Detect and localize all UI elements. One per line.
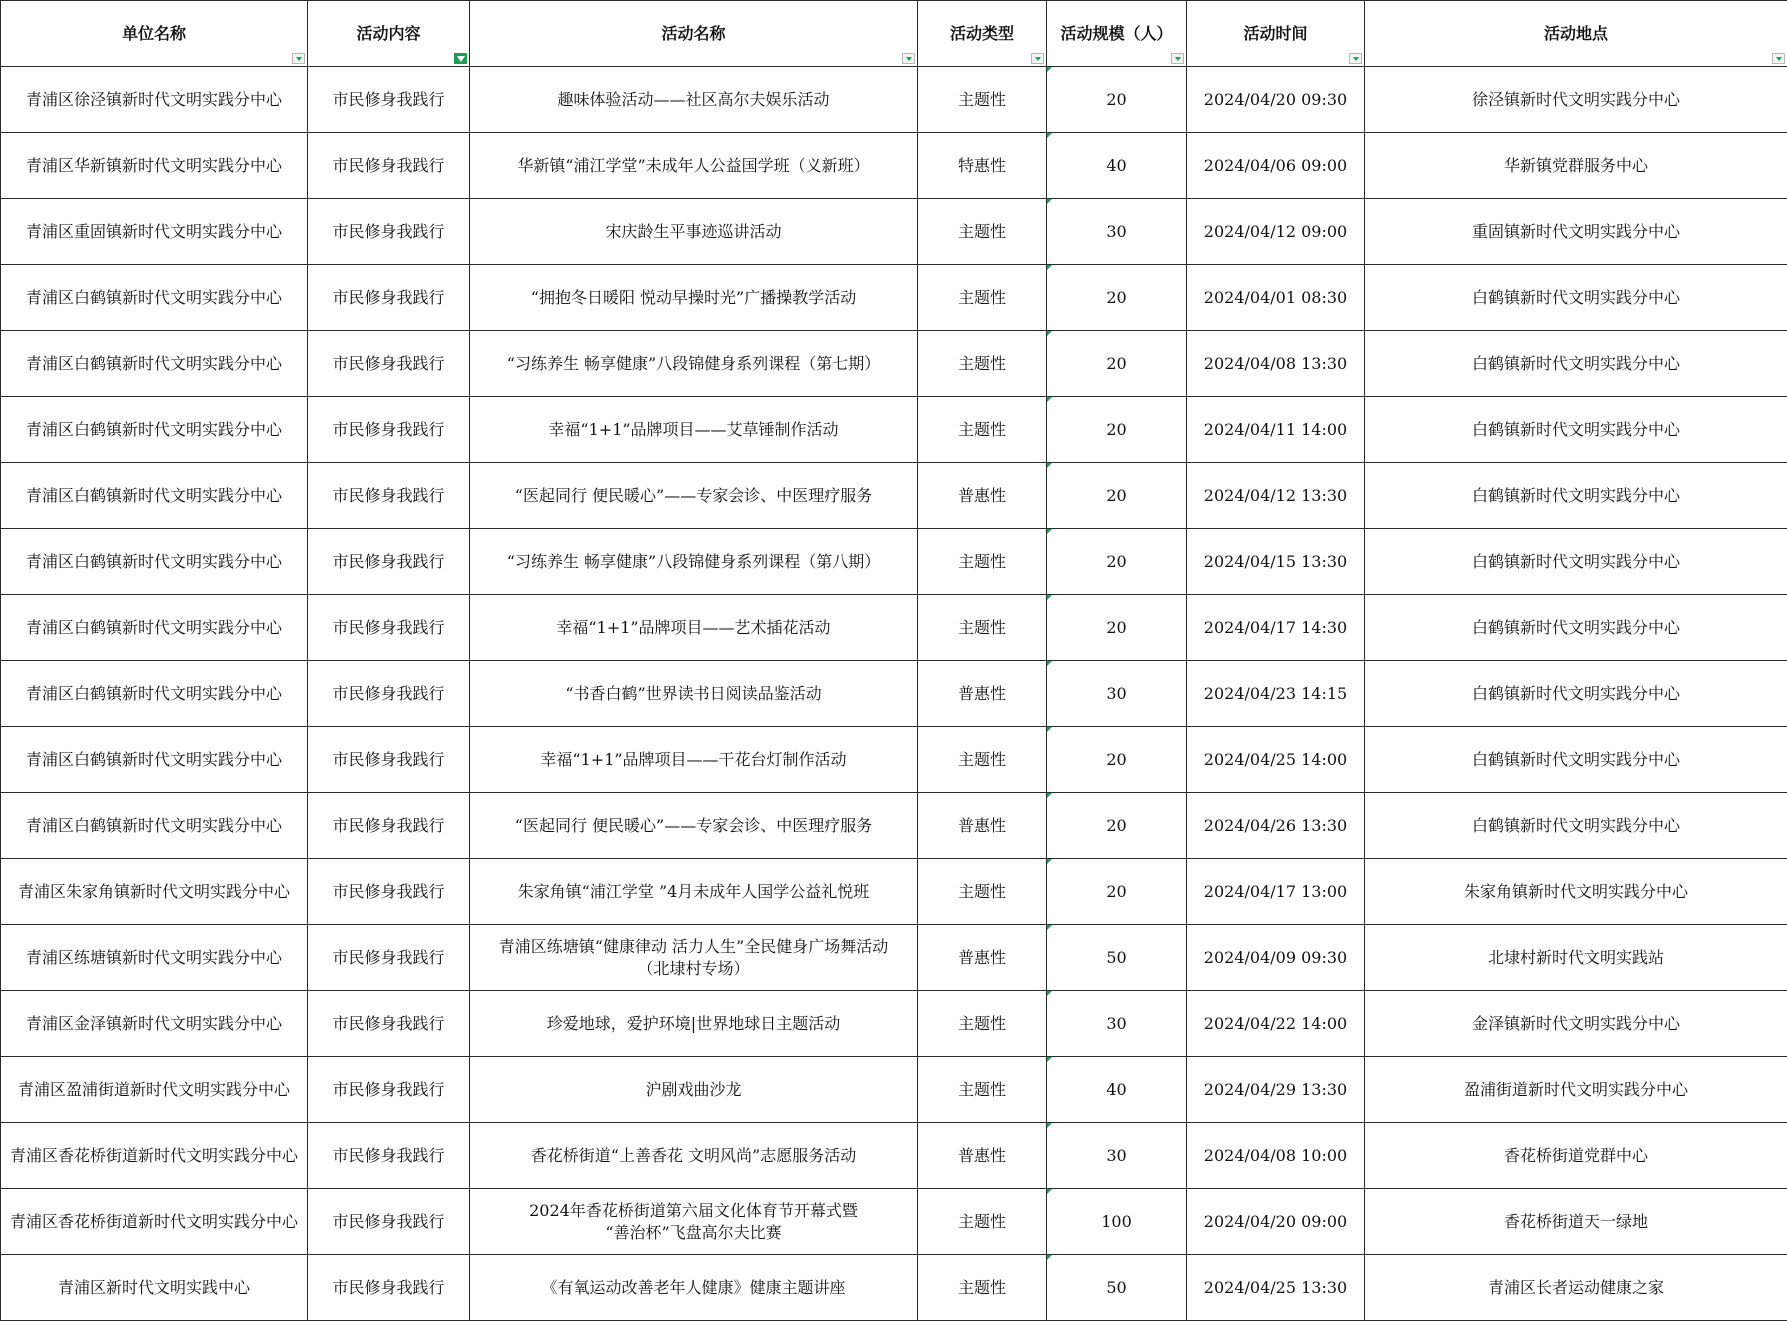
cell-unit-name[interactable]: 青浦区白鹤镇新时代文明实践分中心 [1, 331, 308, 397]
cell-activity-content[interactable]: 市民修身我践行 [308, 133, 470, 199]
cell-activity-time[interactable]: 2024/04/20 09:00 [1187, 1189, 1365, 1255]
cell-activity-type[interactable]: 主题性 [918, 727, 1047, 793]
table-row [1, 67, 1787, 133]
chevron-down-icon[interactable] [1772, 53, 1785, 64]
cell-activity-scale[interactable]: 20 [1047, 793, 1187, 859]
cell-activity-content[interactable]: 市民修身我践行 [308, 199, 470, 265]
header-label: 单位名称 [121, 23, 186, 43]
cell-marker-icon [1047, 265, 1052, 270]
cell-unit-name[interactable]: 青浦区朱家角镇新时代文明实践分中心 [1, 859, 308, 925]
cell-unit-name[interactable]: 青浦区盈浦街道新时代文明实践分中心 [1, 1057, 308, 1123]
cell-unit-name[interactable]: 青浦区白鹤镇新时代文明实践分中心 [1, 265, 308, 331]
cell-marker-icon [1047, 397, 1052, 402]
cell-activity-name[interactable]: “医起同行 便民暖心”——专家会诊、中医理疗服务 [470, 463, 918, 529]
cell-activity-time[interactable]: 2024/04/09 09:30 [1187, 925, 1365, 991]
table-row [1, 727, 1787, 793]
header-label: 活动地点 [1543, 23, 1608, 43]
cell-activity-content[interactable]: 市民修身我践行 [308, 925, 470, 991]
cell-marker-icon [1047, 331, 1052, 336]
cell-marker-icon [1047, 1255, 1052, 1260]
table-row [1, 463, 1787, 529]
cell-activity-name[interactable]: 幸福“1+1”品牌项目——艾草锤制作活动 [470, 397, 918, 463]
cell-activity-type[interactable]: 普惠性 [918, 463, 1047, 529]
cell-activity-time[interactable]: 2024/04/23 14:15 [1187, 661, 1365, 727]
cell-activity-content[interactable]: 市民修身我践行 [308, 331, 470, 397]
cell-activity-location[interactable]: 华新镇党群服务中心 [1365, 133, 1787, 199]
cell-activity-type[interactable]: 特惠性 [918, 133, 1047, 199]
cell-activity-scale[interactable]: 50 [1047, 1255, 1187, 1321]
cell-activity-scale[interactable]: 20 [1047, 463, 1187, 529]
cell-activity-scale[interactable]: 20 [1047, 595, 1187, 661]
cell-activity-type[interactable]: 主题性 [918, 595, 1047, 661]
table-row [1, 925, 1787, 991]
table-row [1, 397, 1787, 463]
cell-activity-scale[interactable]: 20 [1047, 529, 1187, 595]
cell-activity-content[interactable]: 市民修身我践行 [308, 1123, 470, 1189]
cell-marker-icon [1047, 1189, 1052, 1194]
cell-activity-content[interactable]: 市民修身我践行 [308, 727, 470, 793]
cell-activity-scale[interactable]: 20 [1047, 859, 1187, 925]
cell-activity-type[interactable]: 主题性 [918, 265, 1047, 331]
cell-activity-location[interactable]: 白鹤镇新时代文明实践分中心 [1365, 529, 1787, 595]
cell-activity-time[interactable]: 2024/04/08 13:30 [1187, 331, 1365, 397]
table-row [1, 1189, 1787, 1255]
header-label: 活动名称 [661, 23, 726, 43]
cell-activity-location[interactable]: 北埭村新时代文明实践站 [1365, 925, 1787, 991]
cell-activity-type[interactable]: 主题性 [918, 397, 1047, 463]
cell-activity-type[interactable]: 普惠性 [918, 793, 1047, 859]
cell-marker-icon [1047, 727, 1052, 732]
cell-unit-name[interactable]: 青浦区徐泾镇新时代文明实践分中心 [1, 67, 308, 133]
cell-marker-icon [1047, 199, 1052, 204]
header-activity-time [1187, 1, 1365, 67]
cell-activity-content[interactable]: 市民修身我践行 [308, 67, 470, 133]
cell-activity-type[interactable]: 主题性 [918, 1057, 1047, 1123]
cell-activity-time[interactable]: 2024/04/08 10:00 [1187, 1123, 1365, 1189]
table-row [1, 793, 1787, 859]
header-label: 活动规模（人） [1060, 23, 1173, 43]
cell-activity-location[interactable]: 白鹤镇新时代文明实践分中心 [1365, 661, 1787, 727]
cell-marker-icon [1047, 1057, 1052, 1062]
cell-unit-name[interactable]: 青浦区练塘镇新时代文明实践分中心 [1, 925, 308, 991]
table-row [1, 991, 1787, 1057]
cell-activity-location[interactable]: 朱家角镇新时代文明实践分中心 [1365, 859, 1787, 925]
cell-activity-type[interactable]: 主题性 [918, 991, 1047, 1057]
cell-unit-name[interactable]: 青浦区白鹤镇新时代文明实践分中心 [1, 793, 308, 859]
cell-activity-time[interactable]: 2024/04/01 08:30 [1187, 265, 1365, 331]
chevron-down-icon[interactable] [292, 53, 305, 64]
cell-activity-name[interactable]: 沪剧戏曲沙龙 [470, 1057, 918, 1123]
cell-activity-location[interactable]: 白鹤镇新时代文明实践分中心 [1365, 397, 1787, 463]
cell-activity-scale[interactable]: 20 [1047, 265, 1187, 331]
cell-marker-icon [1047, 67, 1052, 72]
chevron-down-icon[interactable] [1171, 53, 1184, 64]
cell-activity-time[interactable]: 2024/04/26 13:30 [1187, 793, 1365, 859]
cell-activity-location[interactable]: 白鹤镇新时代文明实践分中心 [1365, 727, 1787, 793]
cell-activity-type[interactable]: 普惠性 [918, 1123, 1047, 1189]
cell-activity-type[interactable]: 主题性 [918, 67, 1047, 133]
cell-activity-name[interactable]: 2024年香花桥街道第六届文化体育节开幕式暨 “善治杯”飞盘高尔夫比赛 [470, 1189, 918, 1255]
cell-activity-content[interactable]: 市民修身我践行 [308, 397, 470, 463]
cell-activity-type[interactable]: 普惠性 [918, 661, 1047, 727]
cell-marker-icon [1047, 529, 1052, 534]
header-activity-type [918, 1, 1047, 67]
header-label: 活动类型 [949, 23, 1014, 43]
cell-activity-content[interactable]: 市民修身我践行 [308, 1189, 470, 1255]
cell-activity-content[interactable]: 市民修身我践行 [308, 859, 470, 925]
cell-activity-location[interactable]: 盈浦街道新时代文明实践分中心 [1365, 1057, 1787, 1123]
table-row [1, 859, 1787, 925]
cell-activity-type[interactable]: 主题性 [918, 331, 1047, 397]
cell-activity-content[interactable]: 市民修身我践行 [308, 661, 470, 727]
table-row [1, 1123, 1787, 1189]
header-activity-name [470, 1, 918, 67]
cell-activity-content[interactable]: 市民修身我践行 [308, 793, 470, 859]
cell-marker-icon [1047, 793, 1052, 798]
header-unit-name [1, 1, 308, 67]
cell-activity-name[interactable]: 幸福“1+1”品牌项目——干花台灯制作活动 [470, 727, 918, 793]
cell-activity-type[interactable]: 主题性 [918, 199, 1047, 265]
cell-activity-location[interactable]: 白鹤镇新时代文明实践分中心 [1365, 793, 1787, 859]
cell-activity-scale[interactable]: 20 [1047, 67, 1187, 133]
cell-activity-time[interactable]: 2024/04/22 14:00 [1187, 991, 1365, 1057]
cell-activity-content[interactable]: 市民修身我践行 [308, 463, 470, 529]
cell-activity-location[interactable]: 重固镇新时代文明实践分中心 [1365, 199, 1787, 265]
cell-activity-time[interactable]: 2024/04/20 09:30 [1187, 67, 1365, 133]
cell-activity-name[interactable]: “医起同行 便民暖心”——专家会诊、中医理疗服务 [470, 793, 918, 859]
cell-marker-icon [1047, 991, 1052, 996]
cell-activity-name[interactable]: 珍爱地球，爱护环境|世界地球日主题活动 [470, 991, 918, 1057]
cell-activity-location[interactable]: 白鹤镇新时代文明实践分中心 [1365, 463, 1787, 529]
cell-unit-name[interactable]: 青浦区白鹤镇新时代文明实践分中心 [1, 727, 308, 793]
table-row [1, 331, 1787, 397]
table-row [1, 1057, 1787, 1123]
table-row [1, 265, 1787, 331]
cell-activity-location[interactable]: 徐泾镇新时代文明实践分中心 [1365, 67, 1787, 133]
cell-unit-name[interactable]: 青浦区白鹤镇新时代文明实践分中心 [1, 529, 308, 595]
table-row [1, 595, 1787, 661]
cell-activity-name[interactable]: 青浦区练塘镇“健康律动 活力人生”全民健身广场舞活动 （北埭村专场） [470, 925, 918, 991]
cell-marker-icon [1047, 595, 1052, 600]
cell-activity-name[interactable]: “拥抱冬日暖阳 悦动早操时光”广播操教学活动 [470, 265, 918, 331]
cell-unit-name[interactable]: 青浦区华新镇新时代文明实践分中心 [1, 133, 308, 199]
cell-activity-time[interactable]: 2024/04/11 14:00 [1187, 397, 1365, 463]
cell-unit-name[interactable]: 青浦区白鹤镇新时代文明实践分中心 [1, 397, 308, 463]
cell-unit-name[interactable]: 青浦区白鹤镇新时代文明实践分中心 [1, 595, 308, 661]
cell-activity-name[interactable]: 幸福“1+1”品牌项目——艺术插花活动 [470, 595, 918, 661]
cell-activity-time[interactable]: 2024/04/17 14:30 [1187, 595, 1365, 661]
chevron-down-icon[interactable] [902, 53, 915, 64]
cell-unit-name[interactable]: 青浦区香花桥街道新时代文明实践分中心 [1, 1189, 308, 1255]
cell-activity-location[interactable]: 白鹤镇新时代文明实践分中心 [1365, 331, 1787, 397]
header-row [1, 1, 1787, 67]
cell-marker-icon [1047, 463, 1052, 468]
cell-activity-name[interactable]: 香花桥街道“上善香花 文明风尚”志愿服务活动 [470, 1123, 918, 1189]
chevron-down-icon[interactable] [1031, 53, 1044, 64]
cell-activity-scale[interactable]: 30 [1047, 199, 1187, 265]
chevron-down-icon[interactable] [1349, 53, 1362, 64]
cell-activity-scale[interactable]: 30 [1047, 1123, 1187, 1189]
cell-activity-time[interactable]: 2024/04/12 09:00 [1187, 199, 1365, 265]
cell-activity-type[interactable]: 主题性 [918, 1189, 1047, 1255]
header-activity-location [1365, 1, 1787, 67]
cell-activity-location[interactable]: 白鹤镇新时代文明实践分中心 [1365, 265, 1787, 331]
table-row [1, 661, 1787, 727]
table-body [1, 67, 1787, 1321]
cell-activity-name[interactable]: “书香白鹤”世界读书日阅读品鉴活动 [470, 661, 918, 727]
table-row [1, 529, 1787, 595]
cell-activity-content[interactable]: 市民修身我践行 [308, 529, 470, 595]
cell-marker-icon [1047, 661, 1052, 666]
cell-activity-location[interactable]: 金泽镇新时代文明实践分中心 [1365, 991, 1787, 1057]
cell-activity-location[interactable]: 青浦区长者运动健康之家 [1365, 1255, 1787, 1321]
cell-activity-time[interactable]: 2024/04/06 09:00 [1187, 133, 1365, 199]
cell-activity-type[interactable]: 主题性 [918, 1255, 1047, 1321]
cell-activity-content[interactable]: 市民修身我践行 [308, 1057, 470, 1123]
header-activity-content [308, 1, 470, 67]
cell-activity-scale[interactable]: 50 [1047, 925, 1187, 991]
cell-activity-scale[interactable]: 20 [1047, 727, 1187, 793]
cell-activity-location[interactable]: 香花桥街道天一绿地 [1365, 1189, 1787, 1255]
cell-activity-location[interactable]: 香花桥街道党群中心 [1365, 1123, 1787, 1189]
table-row [1, 1255, 1787, 1321]
cell-activity-time[interactable]: 2024/04/15 13:30 [1187, 529, 1365, 595]
cell-marker-icon [1047, 133, 1052, 138]
cell-activity-name[interactable]: 宋庆龄生平事迹巡讲活动 [470, 199, 918, 265]
cell-activity-scale[interactable]: 100 [1047, 1189, 1187, 1255]
cell-activity-name[interactable]: 朱家角镇“浦江学堂 ”4月未成年人国学公益礼悦班 [470, 859, 918, 925]
table-row [1, 199, 1787, 265]
cell-activity-scale[interactable]: 40 [1047, 1057, 1187, 1123]
header-label: 活动内容 [356, 23, 421, 43]
cell-activity-name[interactable]: 趣味体验活动——社区高尔夫娱乐活动 [470, 67, 918, 133]
cell-unit-name[interactable]: 青浦区重固镇新时代文明实践分中心 [1, 199, 308, 265]
cell-activity-name[interactable]: “习练养生 畅享健康”八段锦健身系列课程（第八期） [470, 529, 918, 595]
header-activity-scale [1047, 1, 1187, 67]
cell-activity-time[interactable]: 2024/04/29 13:30 [1187, 1057, 1365, 1123]
cell-unit-name[interactable]: 青浦区金泽镇新时代文明实践分中心 [1, 991, 308, 1057]
header-label: 活动时间 [1243, 23, 1308, 43]
cell-unit-name[interactable]: 青浦区新时代文明实践中心 [1, 1255, 308, 1321]
cell-activity-time[interactable]: 2024/04/12 13:30 [1187, 463, 1365, 529]
cell-marker-icon [1047, 925, 1052, 930]
cell-unit-name[interactable]: 青浦区白鹤镇新时代文明实践分中心 [1, 463, 308, 529]
cell-activity-time[interactable]: 2024/04/25 13:30 [1187, 1255, 1365, 1321]
cell-activity-content[interactable]: 市民修身我践行 [308, 265, 470, 331]
cell-activity-scale[interactable]: 30 [1047, 661, 1187, 727]
cell-activity-type[interactable]: 主题性 [918, 529, 1047, 595]
cell-unit-name[interactable]: 青浦区白鹤镇新时代文明实践分中心 [1, 661, 308, 727]
cell-activity-content[interactable]: 市民修身我践行 [308, 595, 470, 661]
cell-activity-content[interactable]: 市民修身我践行 [308, 1255, 470, 1321]
cell-activity-name[interactable]: 《有氧运动改善老年人健康》健康主题讲座 [470, 1255, 918, 1321]
cell-activity-type[interactable]: 普惠性 [918, 925, 1047, 991]
cell-activity-name[interactable]: 华新镇“浦江学堂”未成年人公益国学班（义新班） [470, 133, 918, 199]
cell-activity-time[interactable]: 2024/04/25 14:00 [1187, 727, 1365, 793]
cell-activity-scale[interactable]: 40 [1047, 133, 1187, 199]
cell-activity-scale[interactable]: 30 [1047, 991, 1187, 1057]
cell-activity-time[interactable]: 2024/04/17 13:00 [1187, 859, 1365, 925]
filter-active-icon[interactable] [454, 53, 467, 64]
cell-activity-name[interactable]: “习练养生 畅享健康”八段锦健身系列课程（第七期） [470, 331, 918, 397]
cell-activity-location[interactable]: 白鹤镇新时代文明实践分中心 [1365, 595, 1787, 661]
cell-unit-name[interactable]: 青浦区香花桥街道新时代文明实践分中心 [1, 1123, 308, 1189]
cell-marker-icon [1047, 859, 1052, 864]
cell-activity-scale[interactable]: 20 [1047, 331, 1187, 397]
cell-marker-icon [1047, 1123, 1052, 1128]
table-row [1, 133, 1787, 199]
cell-activity-scale[interactable]: 20 [1047, 397, 1187, 463]
cell-activity-type[interactable]: 主题性 [918, 859, 1047, 925]
cell-activity-content[interactable]: 市民修身我践行 [308, 991, 470, 1057]
